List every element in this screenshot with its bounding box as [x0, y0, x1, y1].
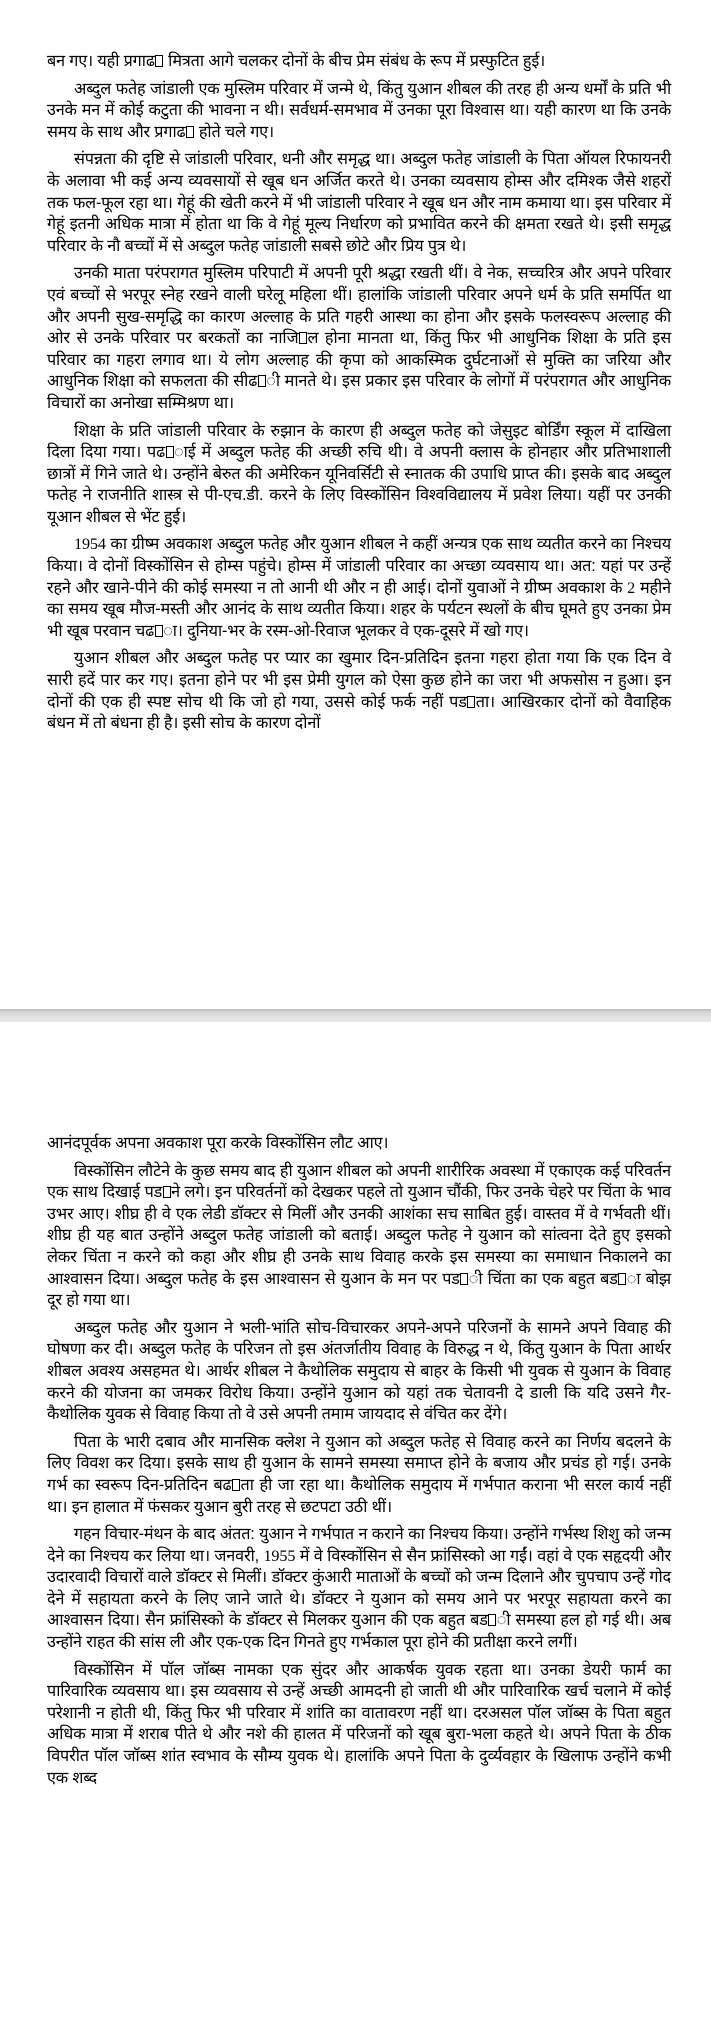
missing-glyph-box	[166, 446, 174, 458]
paragraph: अब्दुल फतेह और युआन ने भली-भांति सोच-विचारकर अपने-अपने परिजनों के सामने अपने विवाह की घोषणा कर दी। अब्दुल फतेह के परिजन तो इस अंतर्जातीय विवाह के विरुद्ध न थे, किंतु युआन के पिता आर्थर शीबल अवश्य असहमत थे। आर्थर शीबल ने कैथोलिक समुदाय से बाहर के किसी भी युवक से युआन के विवाह करने की योजना का जमकर विरोध किया। उन्होंने युआन को यहां तक चेतावनी दे डाली कि यदि उसने गैर-कैथोलिक युवक से विवाह किया तो वे उसे अपनी तमाम जायदाद से वंचित कर देंगे।	[47, 1318, 671, 1424]
numeral: 1954	[74, 535, 106, 554]
missing-glyph-box	[618, 1273, 626, 1285]
missing-glyph-box	[299, 332, 307, 344]
paragraph: आनंदपूर्वक अपना अवकाश पूरा करके विस्कोंसिन लौट आए।	[47, 1134, 389, 1152]
missing-glyph-box	[460, 1273, 468, 1285]
paragraph: विस्कोंसिन में पॉल जॉब्स नामका एक सुंदर और आकर्षक युवक रहता था। उनका डेयरी फार्म का पारिवारिक व्यवसाय था। इस व्यवसाय से उन्हें अच्छी आमदनी हो जाती थी और पारिवारिक खर्च चलाने में कोई परेशानी न होती थी, किंतु फिर भी परिवार में शांति का वातावरण नहीं था। दरअसल पॉल जॉब्स के पिता बहुत अधिक मात्रा में शराब पीते थे और नशे की हालत में परिजनों को खूब बुरा-भला कहते थे। अपने पिता के ठीक विपरीत पॉल जॉब्स शांत स्वभाव के सौम्य युवक थे। हालांकि अपने पिता के दुर्व्यवहार के खिलाफ उन्होंने कभी एक शब्द	[47, 1660, 671, 1787]
missing-glyph-box	[155, 625, 163, 637]
page-break-separator	[0, 1009, 711, 1022]
missing-glyph-box	[232, 1479, 240, 1491]
numeral: 2	[627, 578, 636, 597]
paragraph: उनकी माता परंपरागत मुस्लिम परिपाटी में अपनी पूरी श्रद्धा रखती थीं। वे नेक, सच्चरित्र और अपने परिवार एवं बच्चों से भरपूर स्नेह रखने वाली घरेलू महिला थीं। हालांकि जांडाली परिवार अपने धर्म के प्रति समर्पित था और अपनी सुख-समृद्धि का कारण अल्लाह के प्रति गहरी आस्था का होना और इसके फलस्वरूप अल्लाह की ओर से उनके परिवार पर बरकतों का नाजि ल होना मानता था, किंतु फिर भी आधुनिक शिक्षा के प्रति इस परिवार का गहरा लगाव था। ये लोग अल्लाह की कृपा को आकस्मिक दुर्घटनाओं से मुक्ति का जरिया और आधुनिक शिक्षा को सफलता की सीढ ी मानते थे। इस प्रकार इस परिवार के लोगों में परंपरागत और आधुनिक विचारों का अनोखा सम्मिश्रण था।	[47, 264, 672, 412]
page-1-text-column	[47, 51, 671, 741]
paragraph: 1954 का ग्रीष्म अवकाश अब्दुल फतेह और युआन शीबल ने कहीं अन्यत्र एक साथ व्यतीत करने का निश्चय किया। वे दोनों विस्कोंसिन से होम्स पहुंचे। होम्स में जांडाली परिवार का अच्छा व्यवसाय था। अत: यहां पर उन्हें रहने और खाने-पीने की कोई समस्या न तो आनी थी और न ही आई। दोनों युवाओं ने ग्रीष्म अवकाश के 2 महीने का समय खूब मौज-मस्ती और आनंद के साथ व्यतीत किया। शहर के पर्यटन स्थलों के बीच घूमते हुए उनका प्रेम भी खूब परवान चढ ा। दुनिया-भर के रस्म-ओ-रिवाज भूलकर वे एक-दूसरे में खो गए।	[47, 535, 671, 640]
missing-glyph-box	[155, 55, 163, 67]
page-2-text-column	[47, 1133, 671, 1795]
paragraph: विस्कोंसिन लौटेने के कुछ समय बाद ही युआन शीबल को अपनी शारीरिक अवस्था में एकाएक कई परिवर्तन एक साथ दिखाई पड ने लगे। इन परिवर्तनों को देखकर पहले तो युआन चौंकी, फिर उनके चेहरे पर चिंता के भाव उभर आए। शीघ्र ही वे एक लेडी डॉक्टर से मिलीं और उनकी आशंका सच साबित हुई। वास्तव में वे गर्भवती थीं। शीघ्र ही यह बात उन्होंने अब्दुल फतेह जांडाली को बताई। अब्दुल फतेह ने युआन को सांत्वना देते हुए इसको लेकर चिंता न करने को कहा और शीघ्र ही उनके साथ विवाह करके इस समस्या का समाधान निकालने का आश्वासन दिया। अब्दुल फतेह के इस आश्वासन से युआन के मन पर पड ी चिंता का एक बहुत बड ा बोझ दूर हो गया था।	[47, 1161, 671, 1310]
paragraph: बन गए। यही प्रगाढ मित्रता आगे चलकर दोनों के बीच प्रेम संबंध के रूप में प्रस्फुटित हुई।	[47, 52, 546, 70]
document-page-1	[0, 0, 711, 1009]
paragraph: संपन्नता की दृष्टि से जांडाली परिवार, धनी और समृद्ध था। अब्दुल फतेह जांडाली के पिता ऑयल रिफायनरी के अलावा भी कई अन्य व्यवसायों से खूब धन अर्जित करते थे। उनका व्यवसाय होम्स और दमिश्क जैसे शहरों तक फल-फूल रहा था। गेहूं की खेती करने में भी जांडाली परिवार ने खूब धन और नाम कमाया था। इस परिवार में गेहूं इतनी अधिक मात्रा में होता था कि वे गेहूं मूल्य निर्धारण को प्रभावित करने की क्षमता रखते थे। इसी समृद्ध परिवार के नौ बच्चों में से अब्दुल फतेह जांडाली सबसे छोटे और प्रिय पुत्र थे।	[47, 150, 671, 255]
document-page-2	[0, 1022, 711, 2042]
missing-glyph-box	[467, 696, 475, 708]
missing-glyph-box	[258, 375, 266, 387]
missing-glyph-box	[163, 1186, 171, 1198]
missing-glyph-box	[186, 126, 194, 138]
paragraph: अब्दुल फतेह जांडाली एक मुस्लिम परिवार में जन्मे थे, किंतु युआन शीबल की तरह ही अन्य धर्मों के प्रति भी उनके मन में कोई कटुता की भावना न थी। सर्वधर्म-समभाव में उनका पूरा विश्वास था। यही कारण था कि उनके समय के साथ और प्रगाढ होते चले गए।	[47, 79, 671, 141]
paragraph: शिक्षा के प्रति जांडाली परिवार के रुझान के कारण ही अब्दुल फतेह को जेसुइट बोर्डिंग स्कूल में दाखिला दिला दिया गया। पढ ाई में अब्दुल फतेह की अच्छी रुचि थी। वे अपनी क्लास के होनहार और प्रतिभाशाली छात्रों में गिने जाते थे। उन्होंने बेरुत की अमेरिकन यूनिवर्सिटी से स्नातक की उपाधि प्राप्त की। इसके बाद अब्दुल फतेह ने राजनीति शास्त्र से पी-एच.डी. करने के लिए विस्कोंसिन विश्वविद्यालय में प्रवेश लिया। यहीं पर उनकी यूआन शीबल से भेंट हुई।	[47, 421, 672, 526]
numeral: 1955	[263, 1546, 296, 1565]
paragraph: गहन विचार-मंथन के बाद अंतत: युआन ने गर्भपात न कराने का निश्चय किया। उन्होंने गर्भस्थ शिशु को जन्म देने का निश्चय कर लिया था। जनवरी, 1955 में वे विस्कोंसिन से सैन फ्रांसिस्को आ गईं। वहां वे एक सहृदयी और उदारवादी विचारों वाले डॉक्टर से मिलीं। डॉक्टर कुंआरी माताओं के बच्चों को जन्म दिलाने और चुपचाप उन्हें गोद देने में सहायता करने के लिए जाने जाते थे। डॉक्टर ने युआन को समय आने पर भरपूर सहायता करने का आश्वासन दिया। सैन फ्रांसिस्को के डॉक्टर से मिलकर युआन की एक बहुत बड ी समस्या हल हो गई थी। अब उन्होंने राहत की सांस ली और एक-एक दिन गिनते हुए गर्भकाल पूरा होने की प्रतीक्षा करने लगीं।	[47, 1525, 671, 1652]
missing-glyph-box	[488, 1614, 496, 1626]
paragraph: पिता के भारी दबाव और मानसिक क्लेश ने युआन को अब्दुल फतेह से विवाह करने का निर्णय बदलने के लिए विवश कर दिया। इसके साथ ही युआन के सामने समस्या समाप्त होने के बजाय और प्रचंड हो गई। उनके गर्भ का स्वरूप दिन-प्रतिदिन बढ ता ही जा रहा था। कैथोलिक समुदाय में गर्भपात कराना भी सरल कार्य नहीं था। इन हालात में फंसकर युआन बुरी तरह से छटपटा उठी थीं।	[47, 1432, 671, 1516]
paragraph: युआन शीबल और अब्दुल फतेह पर प्यार का खुमार दिन-प्रतिदिन इतना गहरा होता गया कि एक दिन वे सारी हदें पार कर गए। इतना होने पर भी इस प्रेमी युगल को ऐसा कुछ होने का जरा भी अफसोस न हुआ। इन दोनों की एक ही स्पष्ट सोच थी कि जो हो गया, उससे कोई फर्क नहीं पड ता। आखिरकार दोनों को वैवाहिक बंधन में तो बंधना ही है। इसी सोच के कारण दोनों	[47, 649, 671, 733]
